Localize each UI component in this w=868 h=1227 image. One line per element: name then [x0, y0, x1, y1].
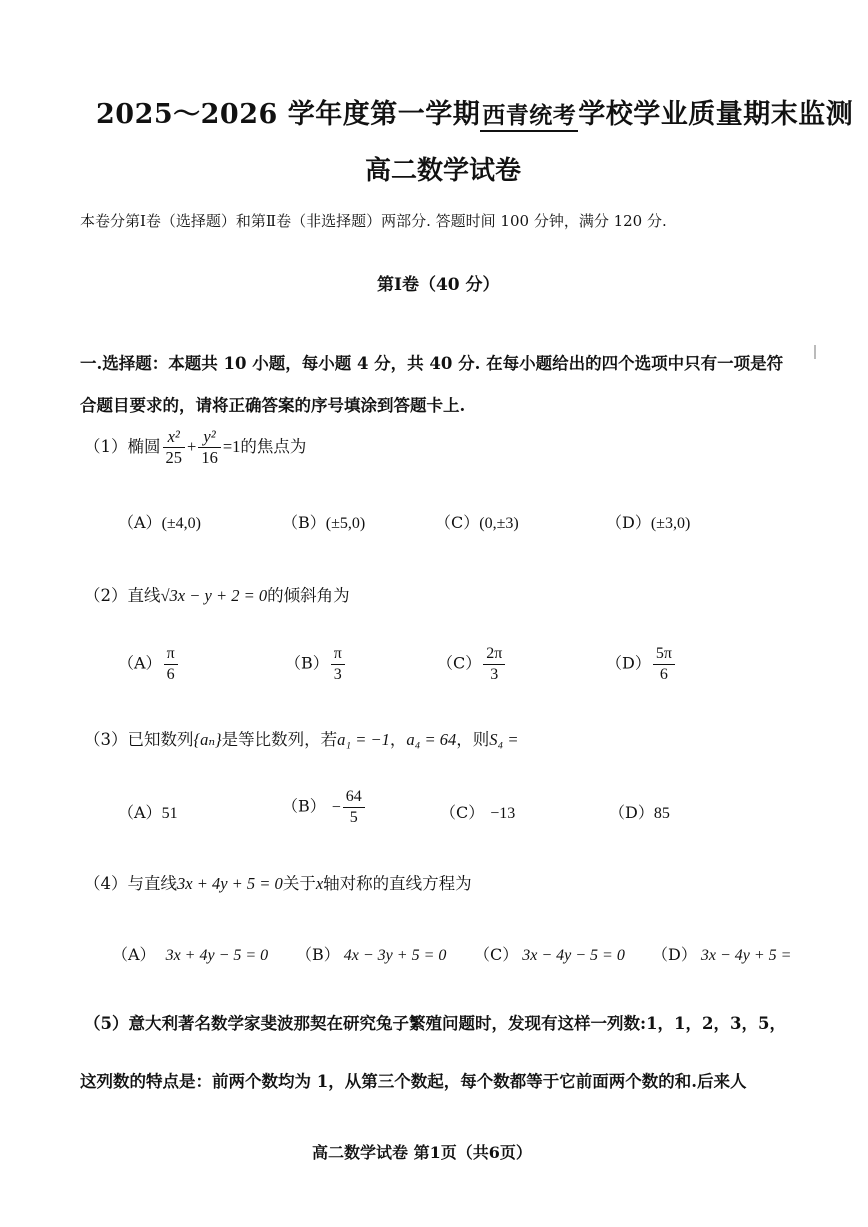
q3-option-c[interactable]: （C） −13 [440, 803, 516, 822]
scan-edge-mark [814, 345, 816, 359]
question-3: （3）已知数列{aₙ}是等比数列，若a₁ = −1，a₄ = 64，则S₄ = [84, 730, 519, 749]
page-footer: 高二数学试卷 第1页（共6页） [312, 1143, 532, 1162]
q1-option-a[interactable]: （A）(±4,0) [118, 513, 201, 532]
q2-option-d[interactable]: （D） $\frac{5\pi}{6}$ [606, 645, 677, 683]
question-2-number: （2） [84, 586, 128, 605]
exam-intro: 本卷分第Ⅰ卷（选择题）和第Ⅱ卷（非选择题）两部分. 答题时间 100 分钟，满分 120 分. [80, 212, 667, 230]
question-1-number: （1） [84, 437, 128, 457]
question-2: （2）直线√3x − y + 2 = 0的倾斜角为 [84, 586, 350, 605]
question-4: （4）与直线3x + 4y + 5 = 0关于x轴对称的直线方程为 [84, 874, 472, 893]
exam-subtitle: 高二数学试卷 [365, 156, 522, 186]
line-equation: √3x − y + 2 = 0 [160, 586, 268, 605]
section-instructions-line1: 一.选择题：本题共 10 小题，每小题 4 分，共 40 分. 在每小题给出的四个选项中只有一项是符 [80, 354, 784, 373]
school-fill-blank: 西青统考 [480, 97, 578, 132]
q3-option-a[interactable]: （A）51 [118, 803, 178, 822]
q3-option-b[interactable]: （B） − $\frac{64}{5}$ [282, 788, 367, 826]
title-suffix: 学校学业质量期末监测 [578, 99, 854, 130]
q1-option-c[interactable]: （C）(0,±3) [435, 513, 519, 532]
fraction-x2-25: $\frac{\text{x²}}{25}$ [163, 428, 186, 467]
q1-option-d[interactable]: （D）(±3,0) [606, 513, 691, 532]
question-5-number: （5） [84, 1014, 129, 1033]
q3-option-d[interactable]: （D）85 [609, 803, 670, 822]
question-4-number: （4） [84, 874, 128, 893]
question-3-number: （3） [84, 730, 128, 749]
q2-option-c[interactable]: （C） $\frac{2\pi}{3}$ [437, 645, 507, 683]
question-1-post: 的焦点为 [240, 437, 307, 457]
fraction-y2-16: $\frac{\text{y²}}{16}$ [198, 428, 221, 467]
q4-option-a[interactable]: （A） 3x + 4y − 5 = 0 [112, 945, 269, 964]
question-5-line2: 这列数的特点是：前两个数均为 1，从第三个数起，每个数都等于它前面两个数的和.后来人 [80, 1072, 747, 1091]
q2-option-b[interactable]: （B） $\frac{\pi}{3}$ [285, 645, 347, 683]
title-prefix: 2025～2026 学年度第一学期 [96, 99, 481, 130]
section-instructions-line2: 合题目要求的，请将正确答案的序号填涂到答题卡上. [80, 396, 466, 415]
q4-option-c[interactable]: （C） 3x − 4y − 5 = 0 [474, 945, 625, 964]
q1-option-b[interactable]: （B）(±5,0) [282, 513, 366, 532]
q4-option-b[interactable]: （B） 4x − 3y + 5 = 0 [296, 945, 447, 964]
exam-title [96, 92, 853, 132]
q4-option-d[interactable]: （D） 3x − 4y + 5 = [652, 945, 792, 964]
question-5-line1: （5）意大利著名数学家斐波那契在研究兔子繁殖问题时，发现有这样一列数:1，1，2，3，5， [84, 1014, 786, 1033]
q2-option-a[interactable]: （A） $\frac{\pi}{6}$ [118, 645, 180, 683]
part1-title: 第Ⅰ卷（40 分） [377, 275, 500, 295]
question-1-pre: 椭圆 [127, 437, 161, 457]
question-1: （1）椭圆 $\frac{\text{x²}}{25}$ + $\frac{\text{y²}}{16}$ =1的焦点为 [84, 427, 307, 468]
